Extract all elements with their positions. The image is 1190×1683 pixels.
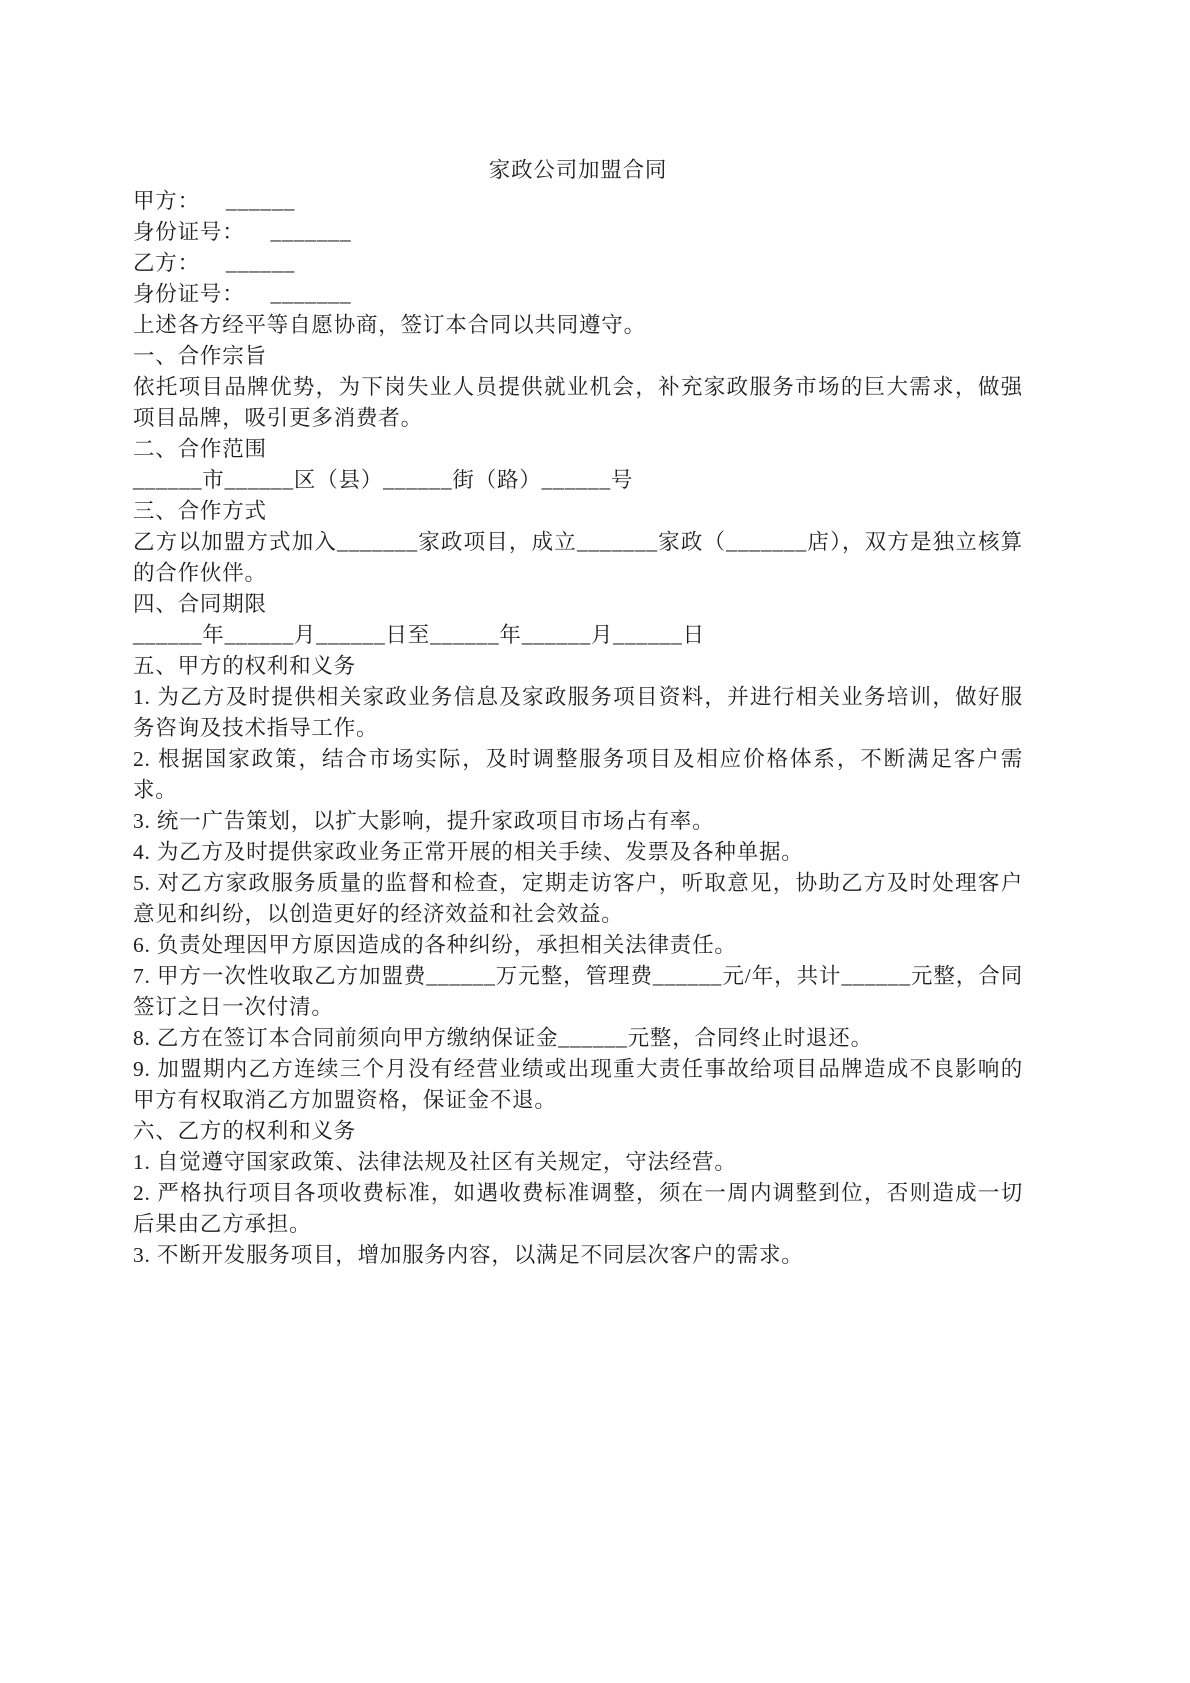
party-a-id-line	[133, 217, 1023, 248]
party-b-line	[133, 248, 1023, 279]
section-6-heading: 六、乙方的权利和义务	[133, 1119, 357, 1143]
party-a-line	[133, 186, 1023, 217]
section-5-item-6: 6. 负责处理因甲方原因造成的各种纠纷，承担相关法律责任。	[133, 933, 737, 957]
section-5-item-7: 7. 甲方一次性收取乙方加盟费______万元整，管理费______元/年，共计______元整，合同签订之日一次付清。	[133, 964, 1023, 1019]
section-6-item-2: 2. 严格执行项目各项收费标准，如遇收费标准调整，须在一周内调整到位，否则造成一切后果由乙方承担。	[133, 1181, 1023, 1236]
party-a-blank: ______	[225, 189, 296, 213]
section-1-heading: 一、合作宗旨	[133, 344, 267, 368]
section-5-item-9: 9. 加盟期内乙方连续三个月没有经营业绩或出现重大责任事故给项目品牌造成不良影响的甲方有权取消乙方加盟资格，保证金不退。	[133, 1057, 1023, 1112]
party-b-label: 乙方：	[133, 251, 200, 275]
section-6-item-1: 1. 自觉遵守国家政策、法律法规及社区有关规定，守法经营。	[133, 1150, 737, 1174]
section-1-body: 依托项目品牌优势，为下岗失业人员提供就业机会，补充家政服务市场的巨大需求，做强项目品牌，吸引更多消费者。	[133, 375, 1023, 430]
section-3-body: 乙方以加盟方式加入_______家政项目，成立_______家政（_______店），双方是独立核算的合作伙伴。	[133, 530, 1023, 585]
party-a-id-blank: _______	[270, 220, 352, 244]
section-5-item-1: 1. 为乙方及时提供相关家政业务信息及家政服务项目资料，并进行相关业务培训，做好服务咨询及技术指导工作。	[133, 685, 1023, 740]
section-5-item-4: 4. 为乙方及时提供家政业务正常开展的相关手续、发票及各种单据。	[133, 840, 804, 864]
party-a-id-label: 身份证号：	[133, 220, 245, 244]
preamble-paragraph: 上述各方经平等自愿协商，签订本合同以共同遵守。	[133, 313, 646, 337]
section-6-item-3: 3. 不断开发服务项目，增加服务内容，以满足不同层次客户的需求。	[133, 1243, 804, 1267]
section-4-heading: 四、合同期限	[133, 592, 267, 616]
party-b-id-line	[133, 279, 1023, 310]
section-3-heading: 三、合作方式	[133, 499, 267, 523]
section-5-item-5: 5. 对乙方家政服务质量的监督和检查，定期走访客户，听取意见，协助乙方及时处理客户意见和纠纷，以创造更好的经济效益和社会效益。	[133, 871, 1023, 926]
party-b-blank: ______	[225, 251, 296, 275]
party-b-id-blank: _______	[270, 282, 352, 306]
section-5-item-3: 3. 统一广告策划，以扩大影响，提升家政项目市场占有率。	[133, 809, 715, 833]
section-2-heading: 二、合作范围	[133, 437, 267, 461]
section-2-body: ______市______区（县）______街（路）______号	[133, 468, 634, 492]
section-5-item-2: 2. 根据国家政策，结合市场实际，及时调整服务项目及相应价格体系，不断满足客户需求。	[133, 747, 1023, 802]
section-4-body: ______年______月______日至______年______月______日	[133, 623, 705, 647]
section-5-heading: 五、甲方的权利和义务	[133, 654, 357, 678]
section-5-item-8: 8. 乙方在签订本合同前须向甲方缴纳保证金______元整，合同终止时退还。	[133, 1026, 873, 1050]
document-title: 家政公司加盟合同	[488, 158, 668, 182]
party-b-id-label: 身份证号：	[133, 282, 245, 306]
party-a-label: 甲方：	[133, 189, 200, 213]
